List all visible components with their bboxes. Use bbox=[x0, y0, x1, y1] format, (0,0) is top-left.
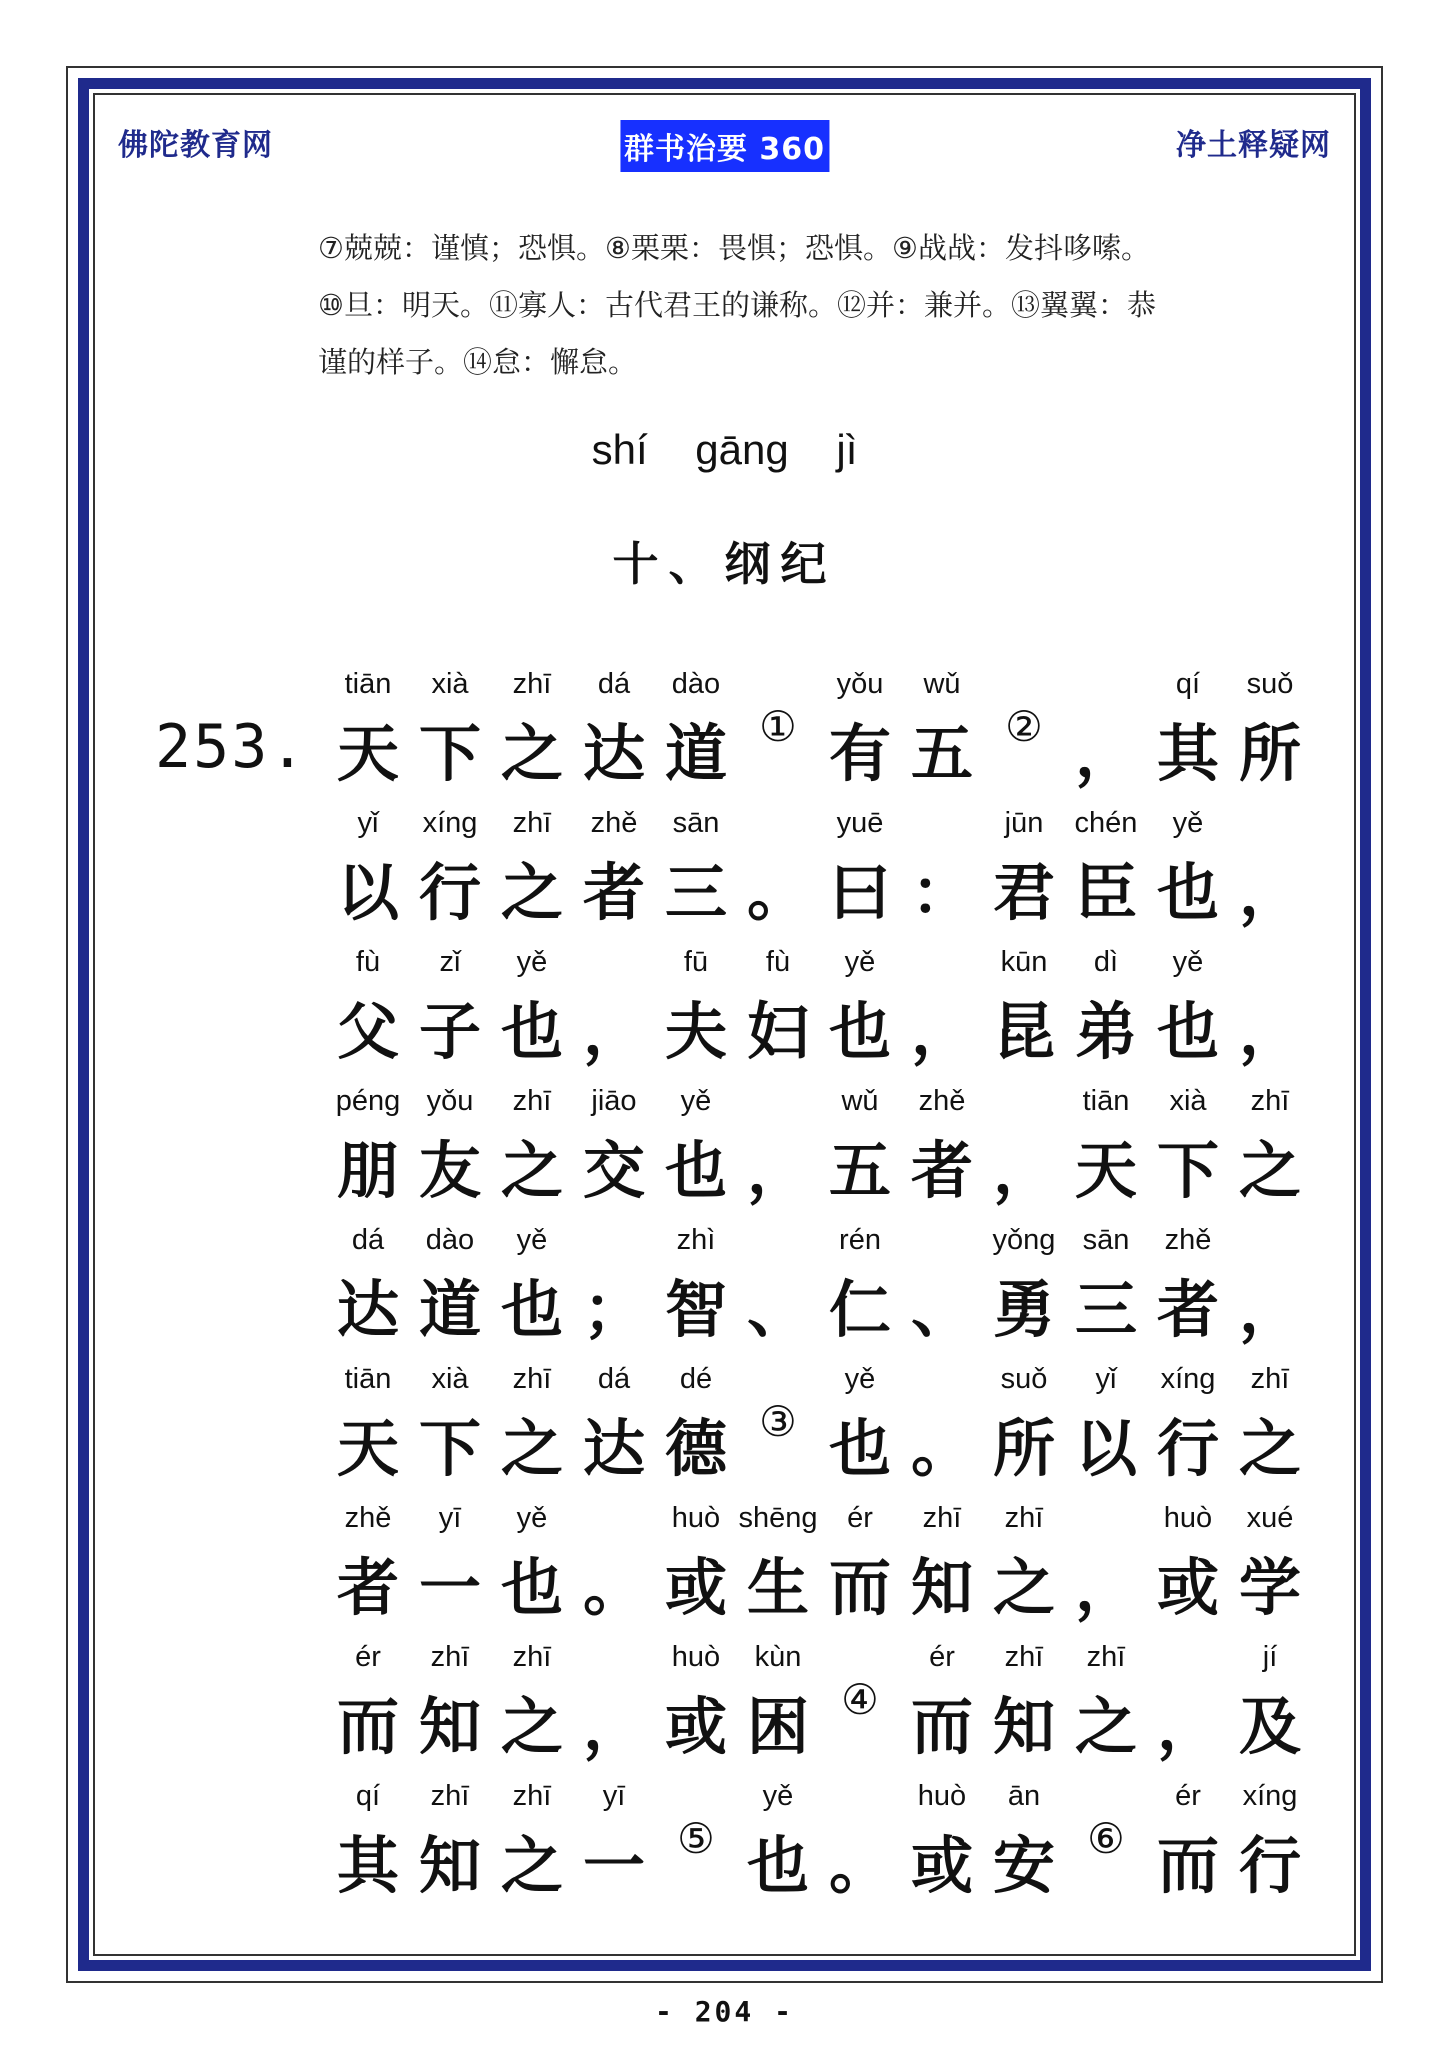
pinyin: huò bbox=[917, 1780, 967, 1812]
footnote-line: 谨的样子。⑭怠：懈怠。 bbox=[318, 345, 638, 379]
hanzi: 之 bbox=[500, 717, 563, 790]
hanzi: 及 bbox=[1238, 1690, 1301, 1763]
pinyin: sān bbox=[672, 807, 720, 839]
pinyin: yī bbox=[602, 1780, 626, 1812]
pinyin: shēng bbox=[738, 1502, 818, 1534]
character-cell bbox=[818, 1363, 902, 1503]
character-cell bbox=[490, 1641, 574, 1781]
character-cell bbox=[818, 946, 902, 1086]
pinyin: ér bbox=[929, 1641, 955, 1673]
hanzi: 之 bbox=[500, 1829, 563, 1902]
pinyin: yě bbox=[1172, 946, 1204, 978]
pinyin: jí bbox=[1262, 1641, 1278, 1673]
hanzi: 者 bbox=[1156, 1273, 1219, 1346]
passage-line bbox=[0, 946, 1449, 1086]
pinyin: yě bbox=[516, 1502, 548, 1534]
pinyin: zhě bbox=[590, 807, 638, 839]
hanzi: 德 bbox=[664, 1412, 727, 1485]
hanzi: 所 bbox=[992, 1412, 1055, 1485]
footnote-line: ⑦兢兢：谨慎；恐惧。⑧栗栗：畏惧；恐惧。⑨战战：发抖哆嗦。 bbox=[318, 231, 1150, 265]
hanzi: 也 bbox=[1156, 856, 1219, 929]
hanzi: 。 bbox=[828, 1829, 891, 1902]
hanzi: 知 bbox=[992, 1690, 1055, 1763]
character-cell bbox=[818, 1224, 902, 1364]
hanzi: 下 bbox=[418, 717, 481, 790]
hanzi: 、 bbox=[910, 1273, 973, 1346]
character-cell bbox=[982, 668, 1066, 808]
pinyin: xià bbox=[431, 668, 469, 700]
hanzi: 也 bbox=[746, 1829, 809, 1902]
hanzi: ， bbox=[1238, 1273, 1301, 1346]
hanzi: 也 bbox=[500, 995, 563, 1068]
hanzi: 知 bbox=[910, 1551, 973, 1624]
pinyin: zhī bbox=[512, 1641, 552, 1673]
hanzi: 曰 bbox=[828, 856, 891, 929]
hanzi: 、 bbox=[746, 1273, 809, 1346]
hanzi: 者 bbox=[910, 1134, 973, 1207]
hanzi: 也 bbox=[500, 1273, 563, 1346]
character-cell bbox=[1228, 1363, 1312, 1503]
hanzi: 知 bbox=[418, 1690, 481, 1763]
hanzi: 也 bbox=[828, 995, 891, 1068]
hanzi: 困 bbox=[746, 1690, 809, 1763]
pinyin: dé bbox=[679, 1363, 713, 1395]
hanzi: 天 bbox=[336, 1412, 399, 1485]
character-cell bbox=[1146, 807, 1230, 947]
hanzi: 妇 bbox=[746, 995, 809, 1068]
pinyin: dào bbox=[425, 1224, 475, 1256]
passage-line bbox=[0, 1641, 1449, 1781]
pinyin: yě bbox=[516, 946, 548, 978]
hanzi: 道 bbox=[664, 717, 727, 790]
passage-line bbox=[0, 1780, 1449, 1920]
footnote-marker: ③ bbox=[759, 1397, 797, 1446]
character-cell bbox=[982, 1780, 1066, 1920]
hanzi: 之 bbox=[500, 856, 563, 929]
section-title: 十、纲纪 bbox=[612, 537, 837, 591]
pinyin: sān bbox=[1082, 1224, 1130, 1256]
pinyin: péng bbox=[335, 1085, 401, 1117]
pinyin: yě bbox=[680, 1085, 712, 1117]
hanzi: 交 bbox=[582, 1134, 645, 1207]
character-cell bbox=[736, 1780, 820, 1920]
pinyin: zhī bbox=[430, 1641, 470, 1673]
character-cell bbox=[654, 1085, 738, 1225]
pinyin: zhī bbox=[512, 1780, 552, 1812]
pinyin: yě bbox=[762, 1780, 794, 1812]
hanzi: 或 bbox=[910, 1829, 973, 1902]
pinyin: yuē bbox=[836, 807, 884, 839]
character-cell bbox=[1228, 1085, 1312, 1225]
hanzi: 。 bbox=[746, 856, 809, 929]
hanzi: ： bbox=[910, 856, 973, 929]
footnote-marker: ⑤ bbox=[677, 1814, 715, 1863]
character-cell bbox=[1228, 1502, 1312, 1642]
pinyin: fù bbox=[355, 946, 381, 978]
pinyin: yǒng bbox=[992, 1224, 1056, 1256]
character-cell bbox=[982, 1502, 1066, 1642]
pinyin: yǐ bbox=[1095, 1363, 1117, 1395]
hanzi: 一 bbox=[582, 1829, 645, 1902]
footnote-line: ⑩旦：明天。⑪寡人：古代君王的谦称。⑫并：兼并。⑬翼翼：恭 bbox=[318, 288, 1156, 322]
hanzi: 之 bbox=[1238, 1412, 1301, 1485]
pinyin: zhě bbox=[1164, 1224, 1212, 1256]
hanzi: 朋 bbox=[336, 1134, 399, 1207]
pinyin: xíng bbox=[1160, 1363, 1216, 1395]
hanzi: 或 bbox=[664, 1690, 727, 1763]
pinyin: jūn bbox=[1004, 807, 1044, 839]
hanzi: 一 bbox=[418, 1551, 481, 1624]
hanzi: 以 bbox=[1074, 1412, 1137, 1485]
footnotes bbox=[318, 220, 1328, 391]
hanzi: 其 bbox=[336, 1829, 399, 1902]
hanzi: 以 bbox=[336, 856, 399, 929]
hanzi: ， bbox=[582, 1690, 645, 1763]
hanzi: 下 bbox=[1156, 1134, 1219, 1207]
pinyin: zhě bbox=[918, 1085, 966, 1117]
hanzi: 弟 bbox=[1074, 995, 1137, 1068]
pinyin: zhī bbox=[1004, 1502, 1044, 1534]
hanzi: 或 bbox=[664, 1551, 727, 1624]
hanzi: 知 bbox=[418, 1829, 481, 1902]
hanzi: 也 bbox=[828, 1412, 891, 1485]
pinyin: wǔ bbox=[841, 1085, 879, 1117]
pinyin: qí bbox=[355, 1780, 381, 1812]
hanzi: 之 bbox=[500, 1690, 563, 1763]
hanzi: 而 bbox=[828, 1551, 891, 1624]
pinyin: ér bbox=[355, 1641, 381, 1673]
footnote-marker: ② bbox=[1005, 702, 1043, 751]
character-cell bbox=[654, 1224, 738, 1364]
hanzi: 昆 bbox=[992, 995, 1055, 1068]
character-cell bbox=[1146, 1224, 1230, 1364]
hanzi: 者 bbox=[582, 856, 645, 929]
pinyin: fū bbox=[683, 946, 709, 978]
pinyin: ér bbox=[1175, 1780, 1201, 1812]
hanzi: 友 bbox=[418, 1134, 481, 1207]
pinyin: chén bbox=[1074, 807, 1138, 839]
pinyin: ér bbox=[847, 1502, 873, 1534]
hanzi: ， bbox=[910, 995, 973, 1068]
hanzi: 父 bbox=[336, 995, 399, 1068]
pinyin: tiān bbox=[344, 1363, 392, 1395]
footnote-marker: ⑥ bbox=[1087, 1814, 1125, 1863]
character-cell bbox=[736, 1641, 820, 1781]
hanzi: 之 bbox=[500, 1412, 563, 1485]
passage-line bbox=[0, 668, 1449, 808]
hanzi: 勇 bbox=[992, 1273, 1055, 1346]
character-cell bbox=[572, 1780, 656, 1920]
hanzi: ， bbox=[1238, 995, 1301, 1068]
pinyin: huò bbox=[671, 1641, 721, 1673]
hanzi: 三 bbox=[1074, 1273, 1137, 1346]
pinyin: zhì bbox=[676, 1224, 716, 1256]
hanzi: 者 bbox=[336, 1551, 399, 1624]
hanzi: 天 bbox=[1074, 1134, 1137, 1207]
hanzi: 五 bbox=[910, 717, 973, 790]
pinyin: kūn bbox=[1000, 946, 1048, 978]
pinyin: zhě bbox=[344, 1502, 392, 1534]
pinyin: zhī bbox=[1086, 1641, 1126, 1673]
passage-line bbox=[0, 1502, 1449, 1642]
hanzi: 行 bbox=[1156, 1412, 1219, 1485]
hanzi: 达 bbox=[582, 717, 645, 790]
pinyin: ān bbox=[1007, 1780, 1041, 1812]
hanzi: 也 bbox=[500, 1551, 563, 1624]
character-cell bbox=[900, 668, 984, 808]
hanzi: 所 bbox=[1238, 717, 1301, 790]
pinyin: yǒu bbox=[836, 668, 884, 700]
character-cell bbox=[654, 668, 738, 808]
pinyin: suǒ bbox=[1000, 1363, 1048, 1395]
hanzi: 而 bbox=[910, 1690, 973, 1763]
pinyin: yī bbox=[438, 1502, 462, 1534]
hanzi: 之 bbox=[500, 1134, 563, 1207]
hanzi: ， bbox=[1156, 1690, 1219, 1763]
pinyin: huò bbox=[671, 1502, 721, 1534]
pinyin: fù bbox=[765, 946, 791, 978]
hanzi: 天 bbox=[336, 717, 399, 790]
character-cell bbox=[818, 807, 902, 947]
pinyin: xué bbox=[1246, 1502, 1294, 1534]
character-cell bbox=[490, 1502, 574, 1642]
hanzi: 下 bbox=[418, 1412, 481, 1485]
character-cell bbox=[1064, 1641, 1148, 1781]
hanzi: 行 bbox=[1238, 1829, 1301, 1902]
hanzi: 或 bbox=[1156, 1551, 1219, 1624]
pinyin: huò bbox=[1163, 1502, 1213, 1534]
pinyin: yǒu bbox=[426, 1085, 474, 1117]
character-cell bbox=[900, 1085, 984, 1225]
hanzi: ， bbox=[746, 1134, 809, 1207]
hanzi: 而 bbox=[336, 1690, 399, 1763]
hanzi: ， bbox=[582, 995, 645, 1068]
hanzi: 学 bbox=[1238, 1551, 1301, 1624]
header-book-title: 群书治要 360 bbox=[620, 120, 829, 172]
pinyin: zhī bbox=[1250, 1085, 1290, 1117]
pinyin: dào bbox=[671, 668, 721, 700]
character-cell bbox=[1228, 946, 1312, 1086]
hanzi: 。 bbox=[910, 1412, 973, 1485]
hanzi: 也 bbox=[1156, 995, 1219, 1068]
header-left-site: 佛陀教育网 bbox=[118, 128, 273, 163]
hanzi: 之 bbox=[1074, 1690, 1137, 1763]
character-cell bbox=[1228, 1641, 1312, 1781]
pinyin: xià bbox=[1169, 1085, 1207, 1117]
pinyin: qí bbox=[1175, 668, 1201, 700]
header-right-site: 净土释疑网 bbox=[1176, 128, 1331, 163]
pinyin: zhī bbox=[512, 1363, 552, 1395]
character-cell bbox=[1146, 946, 1230, 1086]
hanzi: 达 bbox=[582, 1412, 645, 1485]
character-cell bbox=[1228, 668, 1312, 808]
pinyin: tiān bbox=[344, 668, 392, 700]
pinyin: xíng bbox=[422, 807, 478, 839]
passage-line bbox=[0, 807, 1449, 947]
pinyin: dá bbox=[597, 668, 631, 700]
pinyin: kùn bbox=[754, 1641, 802, 1673]
pinyin: yě bbox=[1172, 807, 1204, 839]
hanzi: 臣 bbox=[1074, 856, 1137, 929]
hanzi: ， bbox=[1238, 856, 1301, 929]
pinyin: jiāo bbox=[591, 1085, 637, 1117]
pinyin: zhī bbox=[1250, 1363, 1290, 1395]
pinyin: xià bbox=[431, 1363, 469, 1395]
hanzi: 夫 bbox=[664, 995, 727, 1068]
hanzi: 子 bbox=[418, 995, 481, 1068]
section-title-pinyin: shí gāng jì bbox=[591, 426, 858, 473]
pinyin: zhī bbox=[1004, 1641, 1044, 1673]
passage-line bbox=[0, 1363, 1449, 1503]
hanzi: 君 bbox=[992, 856, 1055, 929]
pinyin: zhī bbox=[922, 1502, 962, 1534]
footnote-marker: ④ bbox=[841, 1675, 879, 1724]
character-cell bbox=[1228, 1780, 1312, 1920]
character-cell bbox=[1228, 1224, 1312, 1364]
pinyin: zǐ bbox=[439, 946, 461, 978]
pinyin: zhī bbox=[512, 1085, 552, 1117]
character-cell bbox=[490, 946, 574, 1086]
hanzi: 其 bbox=[1156, 717, 1219, 790]
hanzi: 五 bbox=[828, 1134, 891, 1207]
page-number: - 204 - bbox=[654, 1995, 794, 2028]
pinyin: yě bbox=[516, 1224, 548, 1256]
hanzi: 安 bbox=[992, 1829, 1055, 1902]
footnote-marker: ① bbox=[759, 702, 797, 751]
pinyin: suǒ bbox=[1246, 668, 1294, 700]
hanzi: 仁 bbox=[828, 1273, 891, 1346]
hanzi: 道 bbox=[418, 1273, 481, 1346]
hanzi: 也 bbox=[664, 1134, 727, 1207]
pinyin: rén bbox=[839, 1224, 881, 1256]
hanzi: 。 bbox=[582, 1551, 645, 1624]
hanzi: 而 bbox=[1156, 1829, 1219, 1902]
hanzi: 智 bbox=[664, 1273, 727, 1346]
pinyin: zhī bbox=[512, 668, 552, 700]
hanzi: 之 bbox=[992, 1551, 1055, 1624]
hanzi: 行 bbox=[418, 856, 481, 929]
pinyin: zhī bbox=[430, 1780, 470, 1812]
pinyin: dì bbox=[1093, 946, 1119, 978]
hanzi: ， bbox=[1074, 717, 1137, 790]
hanzi: 有 bbox=[828, 717, 891, 790]
pinyin: yǐ bbox=[357, 807, 379, 839]
hanzi: ， bbox=[1074, 1551, 1137, 1624]
hanzi: 生 bbox=[746, 1551, 809, 1624]
pinyin: wǔ bbox=[923, 668, 961, 700]
hanzi: 达 bbox=[336, 1273, 399, 1346]
pinyin: yě bbox=[844, 1363, 876, 1395]
pinyin: yě bbox=[844, 946, 876, 978]
passage-line bbox=[0, 1224, 1449, 1364]
character-cell bbox=[654, 1363, 738, 1503]
passage-line bbox=[0, 1085, 1449, 1225]
pinyin: xíng bbox=[1242, 1780, 1298, 1812]
character-cell bbox=[654, 807, 738, 947]
pinyin: tiān bbox=[1082, 1085, 1130, 1117]
hanzi: ， bbox=[992, 1134, 1055, 1207]
pinyin: zhī bbox=[512, 807, 552, 839]
hanzi: 之 bbox=[1238, 1134, 1301, 1207]
pinyin: dá bbox=[351, 1224, 385, 1256]
pinyin: dá bbox=[597, 1363, 631, 1395]
hanzi: ； bbox=[582, 1273, 645, 1346]
character-cell bbox=[1228, 807, 1312, 947]
hanzi: 三 bbox=[664, 856, 727, 929]
character-cell bbox=[490, 1224, 574, 1364]
passage-number: 253. bbox=[155, 712, 308, 782]
